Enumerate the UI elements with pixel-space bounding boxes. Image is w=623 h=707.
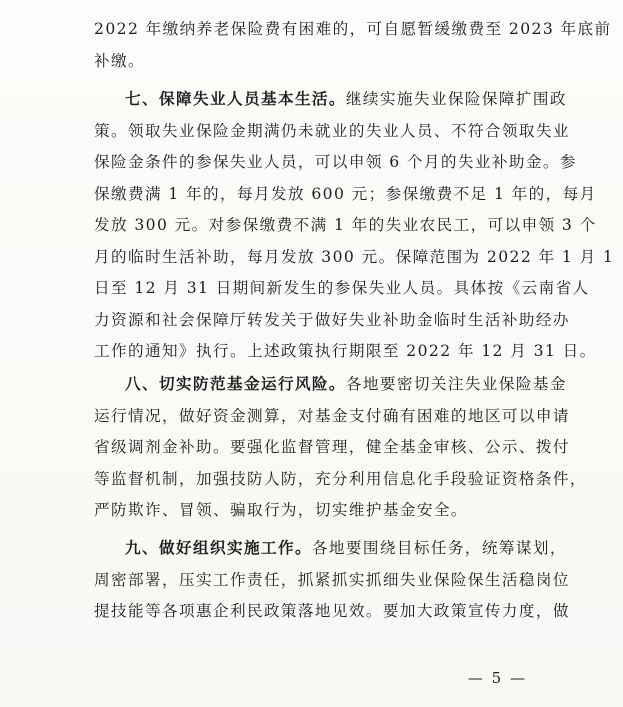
section-eight — [94, 369, 587, 527]
section-text: 各地要围绕目标任务，统筹谋划， — [311, 539, 567, 557]
text-line: 提技能等各项惠企利民政策落地见效。要加大政策宣传力度，做 — [94, 602, 570, 620]
intro-paragraph — [94, 14, 612, 77]
text-line: 严防欺诈、冒领、骗取行为，切实维护基金安全。 — [94, 501, 468, 519]
text-line — [94, 369, 567, 401]
section-text: 各地要密切关注失业保险基金 — [345, 375, 567, 393]
text-line — [94, 84, 567, 116]
text-line: 等监督机制，加强技防人防，充分利用信息化手段验证资格条件， — [94, 469, 587, 488]
section-heading: 九、做好组织实施工作。 — [125, 539, 312, 557]
text-line: 月的临时生活补助，每月发放 300 元。保障范围为 2022 年 1 月 1 — [94, 247, 615, 266]
text-line: 发放 300 元。对参保缴费不满 1 年的失业农民工，可以申领 3 个 — [94, 216, 597, 234]
text-line: 日至 12 月 31 日期间新发生的参保失业人员。具体按《云南省人 — [94, 279, 590, 297]
section-heading: 七、保障失业人员基本生活。 — [125, 90, 346, 108]
text-line: 保险金条件的参保失业人员，可以申领 6 个月的失业补助金。参 — [94, 153, 577, 171]
text-line: 周密部署，压实工作责任，抓紧抓实抓细失业保险保生活稳岗位 — [94, 570, 570, 589]
section-heading: 八、切实防范基金运行风险。 — [125, 375, 346, 393]
text-line: 策。领取失业保险金期满仍未就业的失业人员、不符合领取失业 — [94, 121, 570, 140]
page-number: — 5 — — [467, 669, 527, 687]
text-line: 补缴。 — [94, 51, 145, 70]
text-line: 运行情况，做好资金测算，对基金支付确有困难的地区可以申请 — [94, 406, 570, 425]
text-line: 力资源和社会保障厅转发关于做好失业补助金临时生活补助经办 — [94, 310, 570, 329]
text-line: 2022 年缴纳养老保险费有困难的，可自愿暂缓缴费至 2023 年底前 — [94, 20, 612, 38]
text-line: 工作的通知》执行。上述政策执行期限至 2022 年 12 月 31 日。 — [94, 342, 597, 360]
section-nine — [94, 533, 570, 628]
text-line: 保缴费满 1 年的，每月发放 600 元；参保缴费不足 1 年的，每月 — [94, 184, 597, 203]
text-line — [94, 533, 567, 565]
section-text: 继续实施失业保险保障扩围政 — [345, 90, 567, 108]
text-line: 省级调剂金补助。要强化监督管理，健全基金审核、公示、拨付 — [94, 438, 570, 456]
section-seven — [94, 84, 615, 368]
